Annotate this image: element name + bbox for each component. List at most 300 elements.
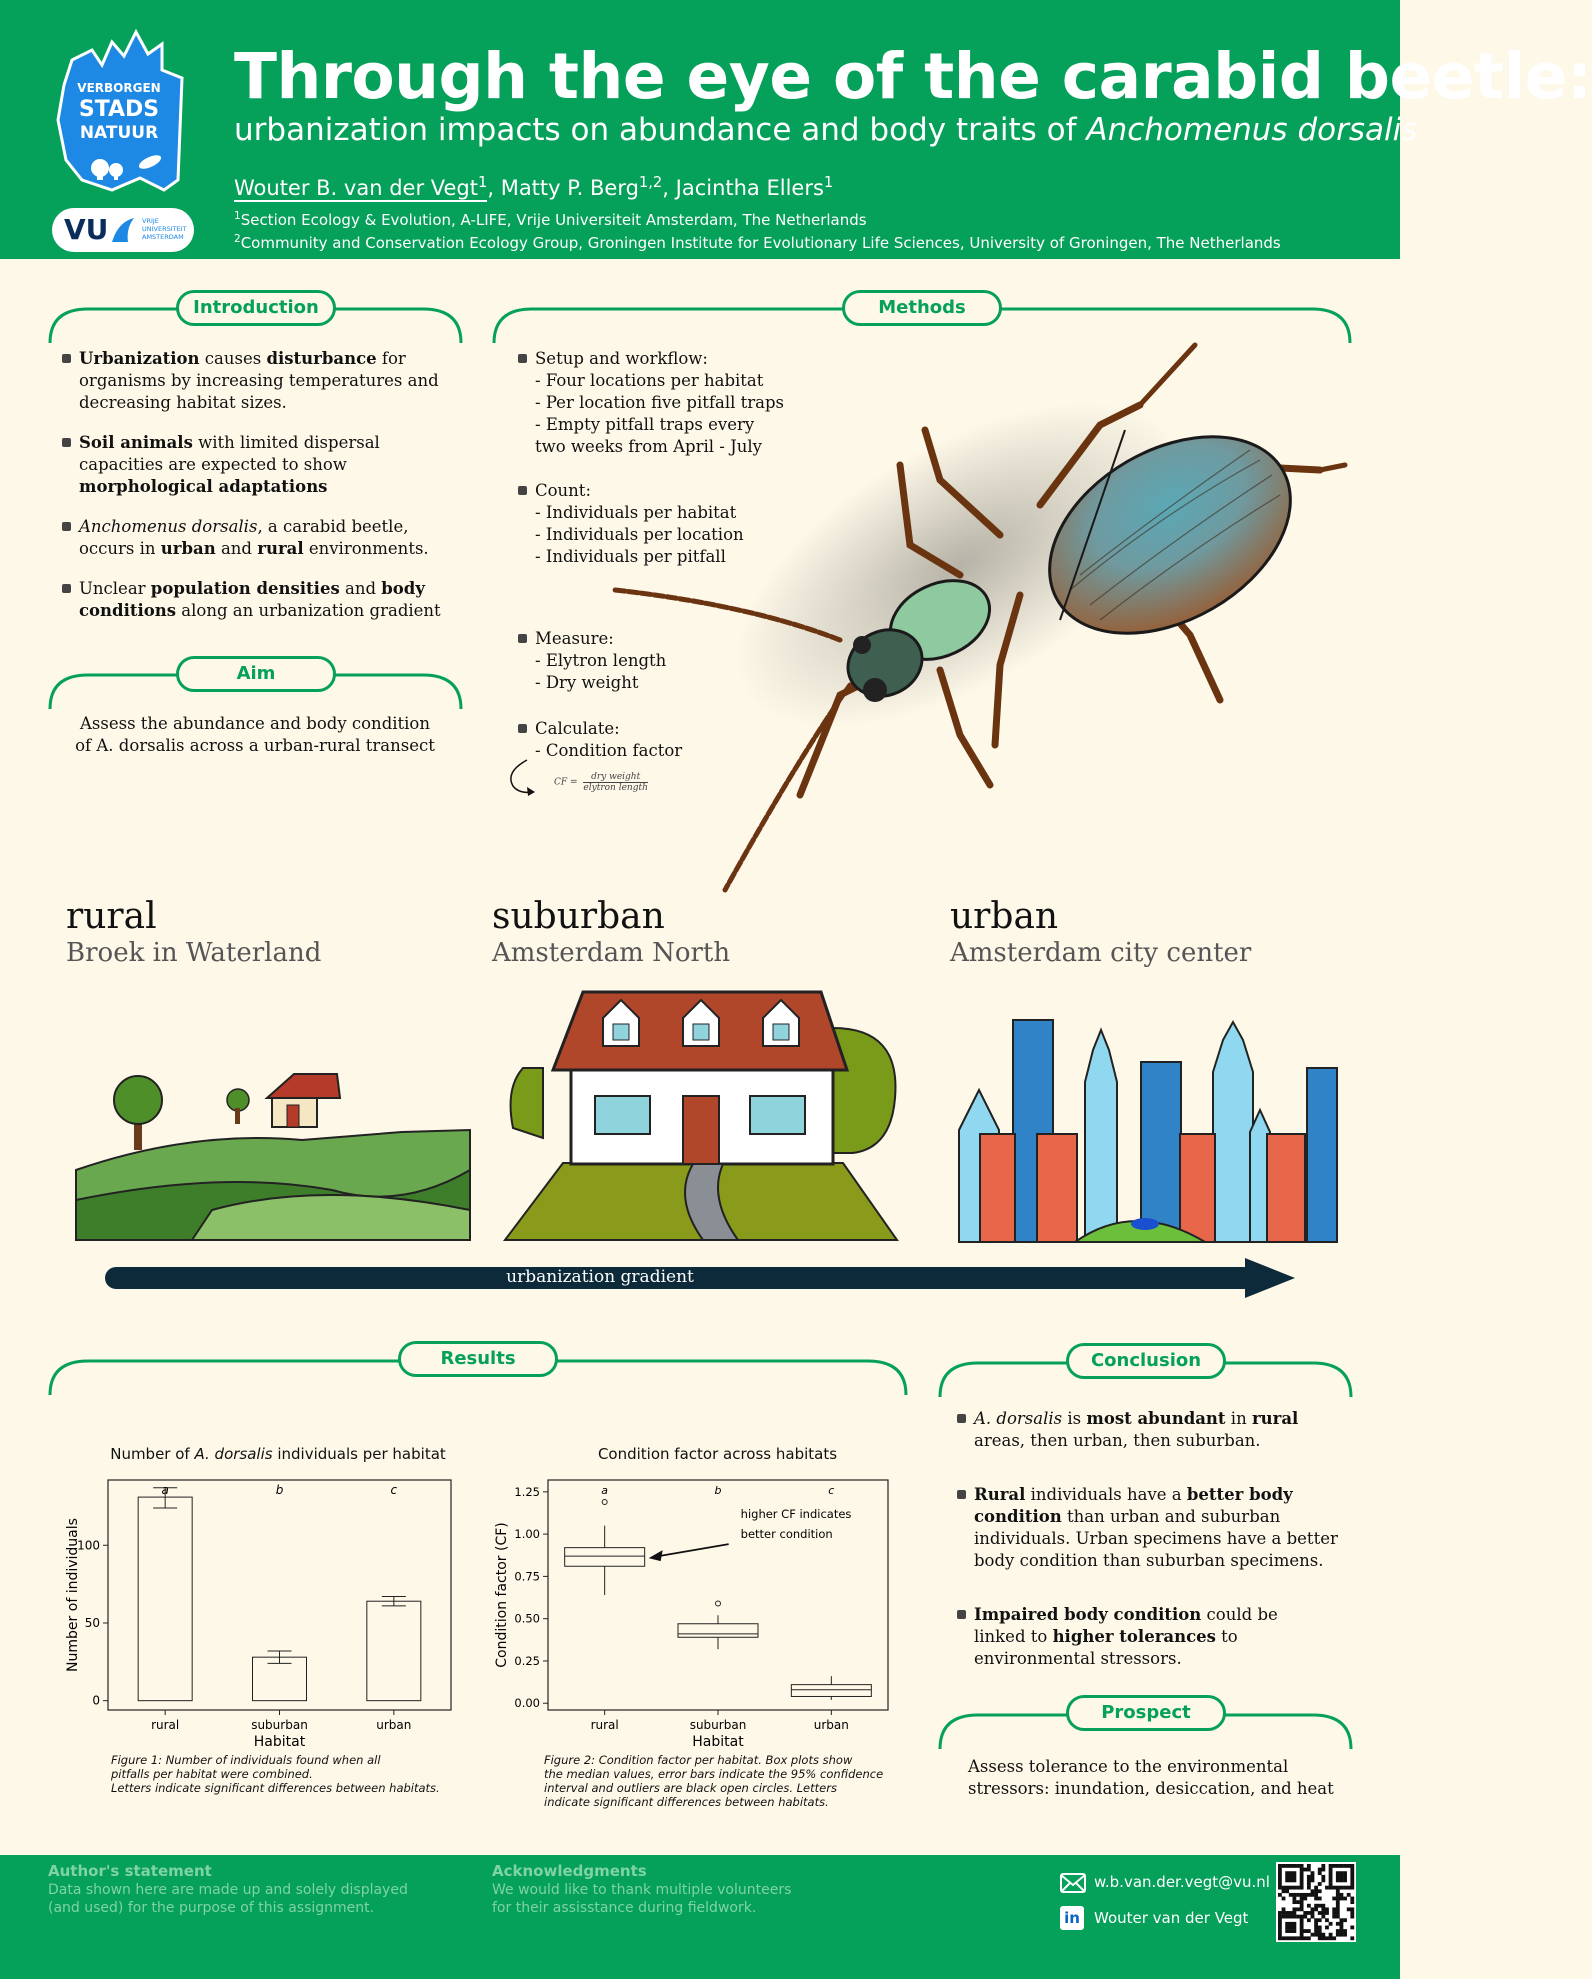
qr-module: [1303, 1897, 1307, 1901]
conclusion-bullet-2: [957, 1484, 1347, 1572]
qr-module: [1278, 1878, 1282, 1882]
qr-module: [1321, 1911, 1325, 1915]
qr-module: [1314, 1897, 1318, 1901]
qr-module: [1314, 1904, 1318, 1908]
qr-module: [1318, 1936, 1322, 1940]
griffin-icon: [108, 214, 138, 246]
qr-module: [1336, 1904, 1340, 1908]
qr-module: [1350, 1907, 1354, 1911]
conc-b1-l2: areas, then urban, then suburban.: [974, 1431, 1261, 1450]
qr-module: [1336, 1911, 1340, 1915]
qr-module: [1285, 1878, 1289, 1882]
qr-module: [1296, 1893, 1300, 1897]
setup-l3: - Empty pitfall traps every: [535, 415, 755, 434]
qr-module: [1300, 1907, 1304, 1911]
qr-module: [1336, 1933, 1340, 1937]
formula-numerator: dry weight: [583, 772, 647, 783]
qr-module: [1329, 1871, 1333, 1875]
qr-module: [1292, 1878, 1296, 1882]
author-2-name: , Matty P. Berg: [487, 176, 639, 200]
qr-module: [1292, 1893, 1296, 1897]
qr-module: [1336, 1889, 1340, 1893]
qr-module: [1350, 1900, 1354, 1904]
qr-module: [1292, 1926, 1296, 1930]
acknowledgments-heading: Acknowledgments: [492, 1862, 647, 1880]
intro-b3-l2c: and: [215, 539, 258, 558]
qr-module: [1318, 1911, 1322, 1915]
qr-module: [1329, 1868, 1333, 1872]
ack-l1: We would like to thank multiple volunteers: [492, 1882, 792, 1898]
conc-b3-l2a: linked to: [974, 1627, 1053, 1646]
qr-module: [1321, 1878, 1325, 1882]
conc-b2-t2: individuals have a: [1025, 1485, 1187, 1504]
qr-module: [1325, 1886, 1329, 1890]
qr-module: [1278, 1922, 1282, 1926]
chart2-box: [678, 1624, 758, 1638]
results-heading: Results: [398, 1341, 558, 1377]
chart1-y-axis-label: Number of individuals: [65, 1518, 81, 1672]
qr-module: [1314, 1918, 1318, 1922]
verborgen-stadsnatuur-logo: [52, 30, 186, 195]
qr-module: [1350, 1915, 1354, 1919]
qr-module: [1300, 1868, 1304, 1872]
qr-module: [1343, 1864, 1347, 1868]
chart2-outlier: [716, 1601, 721, 1606]
chart2-y-tick-label: 1.00: [514, 1527, 540, 1542]
qr-module: [1314, 1907, 1318, 1911]
qr-module: [1289, 1886, 1293, 1890]
qr-module: [1340, 1897, 1344, 1901]
qr-module: [1282, 1915, 1286, 1919]
intro-b1-t4: for: [376, 349, 406, 368]
chart2-box: [565, 1548, 645, 1567]
qr-module: [1329, 1922, 1333, 1926]
ack-l2: for their assisstance during fieldwork.: [492, 1900, 757, 1916]
qr-module: [1332, 1915, 1336, 1919]
author-3-name: , Jacintha Ellers: [662, 176, 824, 200]
chart2-title: Condition factor across habitats: [597, 1445, 838, 1463]
qr-module: [1285, 1911, 1289, 1915]
logo-line-3: NATUUR: [79, 123, 159, 143]
chart2-x-tick-label: rural: [590, 1718, 619, 1732]
qr-module: [1307, 1878, 1311, 1882]
qr-module: [1321, 1933, 1325, 1937]
qr-module: [1307, 1936, 1311, 1940]
qr-module: [1343, 1929, 1347, 1933]
author-1-name: Wouter B. van der Vegt: [234, 176, 478, 200]
qr-module: [1278, 1893, 1282, 1897]
qr-module: [1340, 1918, 1344, 1922]
qr-module: [1292, 1875, 1296, 1879]
aim-line-2: of A. dorsalis across a urban-rural transect: [75, 736, 435, 755]
qr-module: [1332, 1911, 1336, 1915]
qr-module: [1300, 1933, 1304, 1937]
qr-module: [1307, 1875, 1311, 1879]
qr-module: [1278, 1868, 1282, 1872]
qr-module: [1336, 1886, 1340, 1890]
qr-module: [1289, 1871, 1293, 1875]
intro-bullets: [62, 348, 442, 640]
qr-module: [1282, 1936, 1286, 1940]
author-statement-text: [48, 1881, 408, 1917]
vu-logo-text: VU: [64, 213, 109, 246]
abundance-bar-chart: [55, 1470, 465, 1750]
qr-module: [1329, 1933, 1333, 1937]
intro-b2-l2: capacities are expected to show: [79, 455, 347, 474]
chart1-y-tick-label: 0: [92, 1693, 100, 1708]
qr-module: [1347, 1864, 1351, 1868]
qr-module: [1278, 1915, 1282, 1919]
qr-module: [1303, 1929, 1307, 1933]
suburban-house-illustration: [503, 988, 903, 1243]
subtitle-text: urbanization impacts on abundance and body traits of: [234, 112, 1087, 148]
qr-module: [1285, 1864, 1289, 1868]
conc-b2-t3: better body: [1186, 1485, 1293, 1504]
qr-module: [1307, 1886, 1311, 1890]
habitat-rural-name: rural: [66, 896, 157, 937]
qr-module: [1296, 1936, 1300, 1940]
conc-b3-t2: could be: [1201, 1605, 1278, 1624]
acknowledgments-text: [492, 1881, 791, 1917]
chart2-y-tick-label: 0.50: [514, 1611, 540, 1626]
prospect-line-1: Assess tolerance to the environmental: [968, 1757, 1289, 1776]
vu-amsterdam-logo: [52, 208, 194, 252]
qr-module: [1292, 1922, 1296, 1926]
chart1-y-tick-label: 50: [84, 1615, 100, 1630]
qr-module: [1321, 1904, 1325, 1908]
qr-module: [1336, 1871, 1340, 1875]
qr-module: [1332, 1936, 1336, 1940]
qr-module: [1307, 1893, 1311, 1897]
intro-b3-l2d: rural: [257, 539, 304, 558]
qr-module: [1350, 1911, 1354, 1915]
qr-module: [1350, 1886, 1354, 1890]
qr-module: [1340, 1929, 1344, 1933]
qr-module: [1311, 1907, 1315, 1911]
qr-module: [1343, 1886, 1347, 1890]
qr-module: [1282, 1897, 1286, 1901]
qr-module: [1285, 1871, 1289, 1875]
qr-module: [1350, 1882, 1354, 1886]
qr-module: [1300, 1864, 1304, 1868]
author-2-sup: 1,2: [638, 174, 663, 191]
qr-module: [1340, 1893, 1344, 1897]
qr-module: [1336, 1875, 1340, 1879]
conc-b2-l3: individuals. Urban specimens have a better: [974, 1529, 1338, 1548]
conc-b3-l2b: higher tolerances: [1052, 1627, 1216, 1646]
habitat-suburban-name: suburban: [492, 896, 665, 937]
linkedin-link[interactable]: Wouter van der Vegt: [1094, 1909, 1249, 1927]
qr-module: [1289, 1864, 1293, 1868]
chart2-caption-l4: indicate significant differences between habitats.: [544, 1795, 829, 1809]
intro-bullet-2: [62, 432, 442, 498]
prospect-text: [968, 1756, 1334, 1800]
chart1-title-b: individuals per habitat: [272, 1445, 446, 1463]
author-3-sup: 1: [823, 174, 834, 191]
affiliation-1-sup: 1: [234, 210, 241, 222]
formula-denominator: elytron length: [583, 783, 648, 793]
chart1-significance-letter: c: [390, 1483, 398, 1497]
qr-module: [1311, 1915, 1315, 1919]
qr-module: [1278, 1882, 1282, 1886]
qr-module: [1296, 1900, 1300, 1904]
intro-b3-t1: Anchomenus dorsalis: [79, 517, 258, 536]
qr-module: [1307, 1864, 1311, 1868]
conc-b3-l2c: to: [1215, 1627, 1238, 1646]
chart1-caption-l2: pitfalls per habitat were combined.: [111, 1767, 313, 1781]
condition-factor-boxplot: [488, 1470, 898, 1750]
qr-module: [1350, 1864, 1354, 1868]
qr-module: [1303, 1893, 1307, 1897]
qr-module: [1300, 1936, 1304, 1940]
chart2-x-tick-label: urban: [813, 1718, 849, 1732]
qr-module: [1278, 1886, 1282, 1890]
qr-module: [1289, 1915, 1293, 1919]
qr-module: [1278, 1918, 1282, 1922]
qr-module: [1318, 1933, 1322, 1937]
chart2-significance-letter: a: [601, 1484, 609, 1497]
qr-module: [1300, 1929, 1304, 1933]
qr-module: [1314, 1922, 1318, 1926]
qr-module: [1336, 1900, 1340, 1904]
qr-module: [1285, 1886, 1289, 1890]
qr-module: [1329, 1936, 1333, 1940]
affiliation-2-sup: 2: [234, 233, 241, 245]
qr-module: [1289, 1911, 1293, 1915]
conclusion-bullet-1: [957, 1408, 1347, 1452]
count-l0: Count:: [535, 481, 592, 500]
qr-module: [1307, 1911, 1311, 1915]
qr-module: [1314, 1926, 1318, 1930]
qr-module: [1282, 1864, 1286, 1868]
qr-module: [1292, 1915, 1296, 1919]
intro-b4-line2: [79, 600, 442, 622]
chart2-x-axis-label: Habitat: [692, 1734, 744, 1750]
measure-l2: - Dry weight: [535, 673, 639, 692]
chart2-caption-l1: Figure 2: Condition factor per habitat. Box plots show: [544, 1753, 853, 1767]
qr-module: [1300, 1882, 1304, 1886]
intro-b3-l2e: environments.: [303, 539, 429, 558]
qr-module: [1278, 1875, 1282, 1879]
qr-module: [1325, 1911, 1329, 1915]
formula-lhs: CF =: [554, 777, 578, 788]
qr-module: [1340, 1922, 1344, 1926]
logo-line-1: VERBORGEN: [77, 81, 161, 95]
conc-b1-t5: rural: [1251, 1409, 1299, 1428]
qr-module: [1343, 1878, 1347, 1882]
qr-module: [1300, 1878, 1304, 1882]
count-l3: - Individuals per pitfall: [535, 547, 726, 566]
conc-b3-l3: environmental stressors.: [974, 1649, 1182, 1668]
qr-module: [1289, 1936, 1293, 1940]
logo-line-2: STADS: [78, 97, 160, 122]
methods-heading: Methods: [842, 290, 1002, 326]
intro-bullet-1: [62, 348, 442, 414]
conc-b2-t1: Rural: [974, 1485, 1026, 1504]
conc-b1-t4: in: [1225, 1409, 1252, 1428]
chart2-significance-letter: b: [714, 1484, 722, 1497]
conclusion-bullet-3: [957, 1604, 1347, 1670]
qr-module: [1318, 1889, 1322, 1893]
qr-module: [1282, 1911, 1286, 1915]
qr-module: [1285, 1936, 1289, 1940]
chart1-x-tick-label: rural: [151, 1718, 180, 1732]
intro-b4-t4: body: [381, 579, 425, 598]
vu-logo-sub-3: AMSTERDAM: [142, 233, 184, 241]
qr-module: [1336, 1878, 1340, 1882]
qr-module: [1350, 1868, 1354, 1872]
qr-module: [1321, 1875, 1325, 1879]
qr-module: [1336, 1893, 1340, 1897]
affiliation-1-text: Section Ecology & Evolution, A-LIFE, Vrije Universiteit Amsterdam, The Netherlands: [240, 211, 867, 229]
qr-module: [1332, 1886, 1336, 1890]
qr-module: [1332, 1864, 1336, 1868]
qr-module: [1343, 1897, 1347, 1901]
intro-b3-l2a: occurs in: [79, 539, 161, 558]
chart2-annotation-arrow-line: [659, 1544, 729, 1556]
qr-module: [1343, 1871, 1347, 1875]
chart2-caption: [544, 1753, 904, 1809]
chart2-box: [791, 1685, 871, 1697]
measure-l1: - Elytron length: [535, 651, 667, 670]
author-list: [234, 174, 833, 200]
qr-module: [1285, 1922, 1289, 1926]
chart2-y-tick-label: 0.75: [514, 1569, 540, 1584]
qr-module: [1285, 1889, 1289, 1893]
intro-b4-l2a: conditions: [79, 601, 177, 620]
qr-module: [1340, 1871, 1344, 1875]
qr-module: [1314, 1886, 1318, 1890]
chart2-x-tick-label: suburban: [689, 1718, 747, 1732]
chart2-caption-l2: the median values, error bars indicate the 95% confidence: [544, 1767, 884, 1781]
intro-b4-t2: population densities: [150, 579, 340, 598]
chart2-annotation-line-1: higher CF indicates: [740, 1507, 852, 1522]
qr-module: [1292, 1907, 1296, 1911]
conc-b3-t1: Impaired body condition: [974, 1605, 1202, 1624]
habitat-rural-place: Broek in Waterland: [66, 938, 322, 968]
conc-b1-t2: is: [1062, 1409, 1087, 1428]
intro-b2-t1: Soil animals: [79, 433, 193, 452]
gradient-label: urbanization gradient: [506, 1267, 694, 1287]
conc-b1-t3: most abundant: [1086, 1409, 1226, 1428]
conc-b2-l4: body condition than suburban specimens.: [974, 1551, 1324, 1570]
qr-module: [1303, 1936, 1307, 1940]
qr-module: [1289, 1922, 1293, 1926]
urban-city-illustration: [955, 1010, 1340, 1245]
conc-b2-line2: [974, 1506, 1347, 1528]
intro-b3-l2b: urban: [160, 539, 216, 558]
qr-module: [1318, 1868, 1322, 1872]
qr-module: [1311, 1871, 1315, 1875]
chart2-annotation-arrow-head: [649, 1550, 663, 1561]
qr-module: [1318, 1918, 1322, 1922]
chart1-significance-letter: b: [275, 1483, 284, 1497]
qr-module: [1340, 1864, 1344, 1868]
qr-module: [1300, 1922, 1304, 1926]
qr-module: [1329, 1886, 1333, 1890]
conclusion-bullets: [957, 1408, 1347, 1688]
qr-module: [1325, 1936, 1329, 1940]
intro-heading: Introduction: [176, 290, 336, 326]
chart2-y-tick-label: 0.25: [514, 1653, 540, 1668]
chart2-y-tick-label: 0.00: [514, 1696, 540, 1711]
chart1-caption-l1: Figure 1: Number of individuals found when all: [111, 1753, 381, 1767]
intro-b3-t2: , a carabid beetle,: [257, 517, 409, 536]
count-l1: - Individuals per habitat: [535, 503, 737, 522]
chart1-bar: [367, 1601, 421, 1700]
intro-bullet-4: [62, 578, 442, 622]
subtitle-species: Anchomenus dorsalis: [1086, 112, 1418, 148]
qr-module: [1278, 1926, 1282, 1930]
qr-module: [1340, 1878, 1344, 1882]
chart2-outlier: [602, 1499, 607, 1504]
qr-module: [1300, 1904, 1304, 1908]
qr-module: [1350, 1871, 1354, 1875]
qr-module: [1318, 1897, 1322, 1901]
aim-line-1: Assess the abundance and body condition: [80, 714, 430, 733]
qr-module: [1278, 1936, 1282, 1940]
qr-module: [1350, 1875, 1354, 1879]
chart2-caption-l3: interval and outliers are black open circles. Letters: [544, 1781, 837, 1795]
qr-module: [1300, 1886, 1304, 1890]
qr-module: [1318, 1926, 1322, 1930]
qr-module: [1307, 1918, 1311, 1922]
qr-module: [1300, 1897, 1304, 1901]
affiliation-1: [234, 210, 867, 229]
prospect-heading: Prospect: [1066, 1695, 1226, 1731]
qr-module: [1314, 1893, 1318, 1897]
carabid-beetle-illustration: [600, 335, 1340, 900]
statement-l1: Data shown here are made up and solely displayed: [48, 1882, 408, 1898]
qr-module: [1340, 1926, 1344, 1930]
qr-module: [1289, 1875, 1293, 1879]
qr-module: [1321, 1915, 1325, 1919]
qr-module: [1292, 1897, 1296, 1901]
chart1-plot-frame: [108, 1480, 451, 1710]
qr-module: [1285, 1929, 1289, 1933]
qr-module: [1303, 1868, 1307, 1872]
qr-module: [1311, 1893, 1315, 1897]
qr-module: [1329, 1878, 1333, 1882]
qr-module: [1343, 1918, 1347, 1922]
chart1-title-a: Number of: [110, 1445, 195, 1463]
qr-module: [1318, 1904, 1322, 1908]
qr-module: [1296, 1864, 1300, 1868]
email-link[interactable]: w.b.van.der.vegt@vu.nl: [1094, 1873, 1270, 1891]
qr-module: [1292, 1929, 1296, 1933]
qr-module: [1303, 1915, 1307, 1919]
qr-module: [1292, 1936, 1296, 1940]
conc-b2-l2b: than urban and suburban: [1061, 1507, 1281, 1526]
qr-module: [1336, 1915, 1340, 1919]
qr-module: [1296, 1915, 1300, 1919]
conc-b2-l2a: condition: [974, 1507, 1062, 1526]
habitat-suburban-place: Amsterdam North: [492, 938, 731, 968]
qr-module: [1311, 1911, 1315, 1915]
qr-module: [1325, 1907, 1329, 1911]
qr-module: [1318, 1929, 1322, 1933]
chart2-y-axis-label: Condition factor (CF): [494, 1522, 510, 1668]
intro-b2-t2: with limited dispersal: [192, 433, 380, 452]
qr-module: [1321, 1936, 1325, 1940]
qr-module: [1303, 1911, 1307, 1915]
prospect-line-2: stressors: inundation, desiccation, and heat: [968, 1779, 1334, 1798]
qr-module: [1300, 1918, 1304, 1922]
qr-module: [1329, 1875, 1333, 1879]
chart1-y-tick-label: 100: [77, 1538, 100, 1553]
chart2-y-tick-label: 1.25: [514, 1484, 540, 1499]
qr-module: [1340, 1933, 1344, 1937]
